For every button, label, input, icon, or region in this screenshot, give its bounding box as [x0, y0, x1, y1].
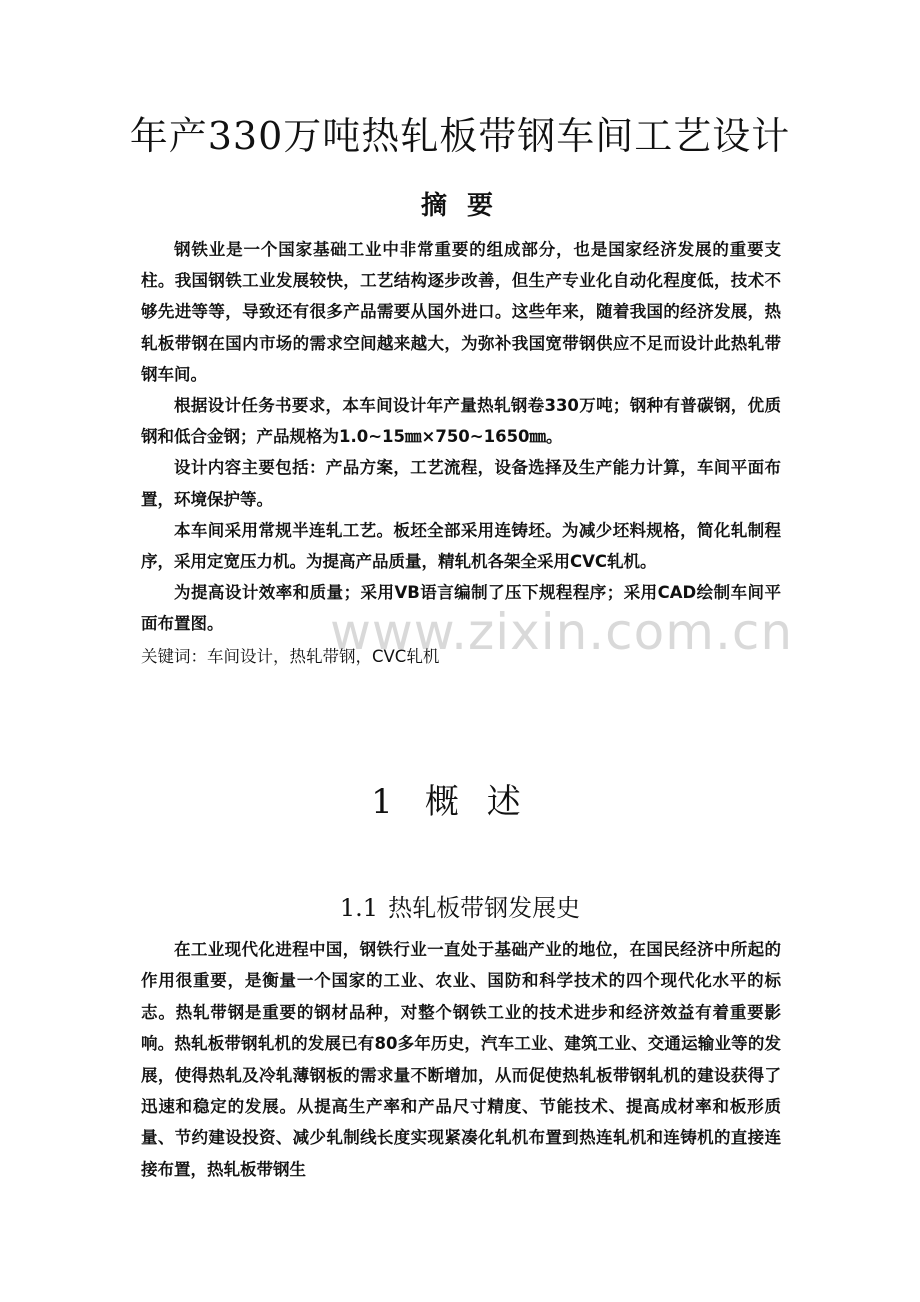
section-heading: [0, 890, 920, 926]
watermark: www.zixin.com.cn: [330, 603, 794, 661]
body-paragraph: 在工业现代化进程中国，钢铁行业一直处于基础产业的地位，在国民经济中所起的作用很重要，是衡量一个国家的工业、农业、国防和科学技术的四个现代化水平的标志。热轧带钢是重要的钢材品种，对整个钢铁工业的技术进步和经济效益有着重要影响。热轧板带钢轧机的发展已有80多年历史，汽车工业、建筑工业、交通运输业等的发展，使得热轧及冷轧薄钢板的需求量不断增加，从而促使热轧板带钢轧机的建设获得了迅速和稳定的发展。从提高生产率和产品尺寸精度、节能技术、提高成材率和板形质量、节约建设投资、减少轧制线长度实现紧凑化轧机布置到热连轧机和连铸机的直接连接布置，热轧板带钢生: [141, 940, 781, 1179]
abstract-body: [141, 234, 781, 640]
chapter-heading: [0, 778, 920, 826]
section-number: 1.1: [339, 894, 379, 922]
chapter-number: 1: [371, 782, 393, 822]
section-body: [141, 934, 781, 1185]
abstract-heading: 摘要: [420, 191, 513, 221]
abstract-paragraph: 根据设计任务书要求，本车间设计年产量热轧钢卷330万吨；钢种有普碳钢，优质钢和低合金钢；产品规格为1.0~15㎜×750~1650㎜。: [141, 396, 781, 447]
keywords-line: 关键词：车间设计，热轧带钢，CVC轧机: [141, 647, 440, 666]
chapter-title: 概述: [424, 782, 549, 822]
document-title: 年产330万吨热轧板带钢车间工艺设计: [129, 114, 791, 158]
section-title: 热轧板带钢发展史: [388, 894, 581, 922]
abstract-paragraph: 为提高设计效率和质量；采用VB语言编制了压下规程程序；采用CAD绘制车间平面布置图。: [141, 583, 781, 634]
abstract-paragraph: 设计内容主要包括：产品方案，工艺流程，设备选择及生产能力计算，车间平面布置，环境保护等。: [141, 458, 781, 509]
abstract-paragraph: 钢铁业是一个国家基础工业中非常重要的组成部分，也是国家经济发展的重要支柱。我国钢铁工业发展较快，工艺结构逐步改善，但生产专业化自动化程度低，技术不够先进等等，导致还有很多产品需要从国外进口。这些年来，随着我国的经济发展，热轧板带钢在国内市场的需求空间越来越大，为弥补我国宽带钢供应不足而设计此热轧带钢车间。: [141, 240, 781, 384]
abstract-paragraph: 本车间采用常规半连轧工艺。板坯全部采用连铸坯。为减少坯料规格，简化轧制程序，采用定宽压力机。为提高产品质量，精轧机各架全采用CVC轧机。: [141, 520, 781, 572]
